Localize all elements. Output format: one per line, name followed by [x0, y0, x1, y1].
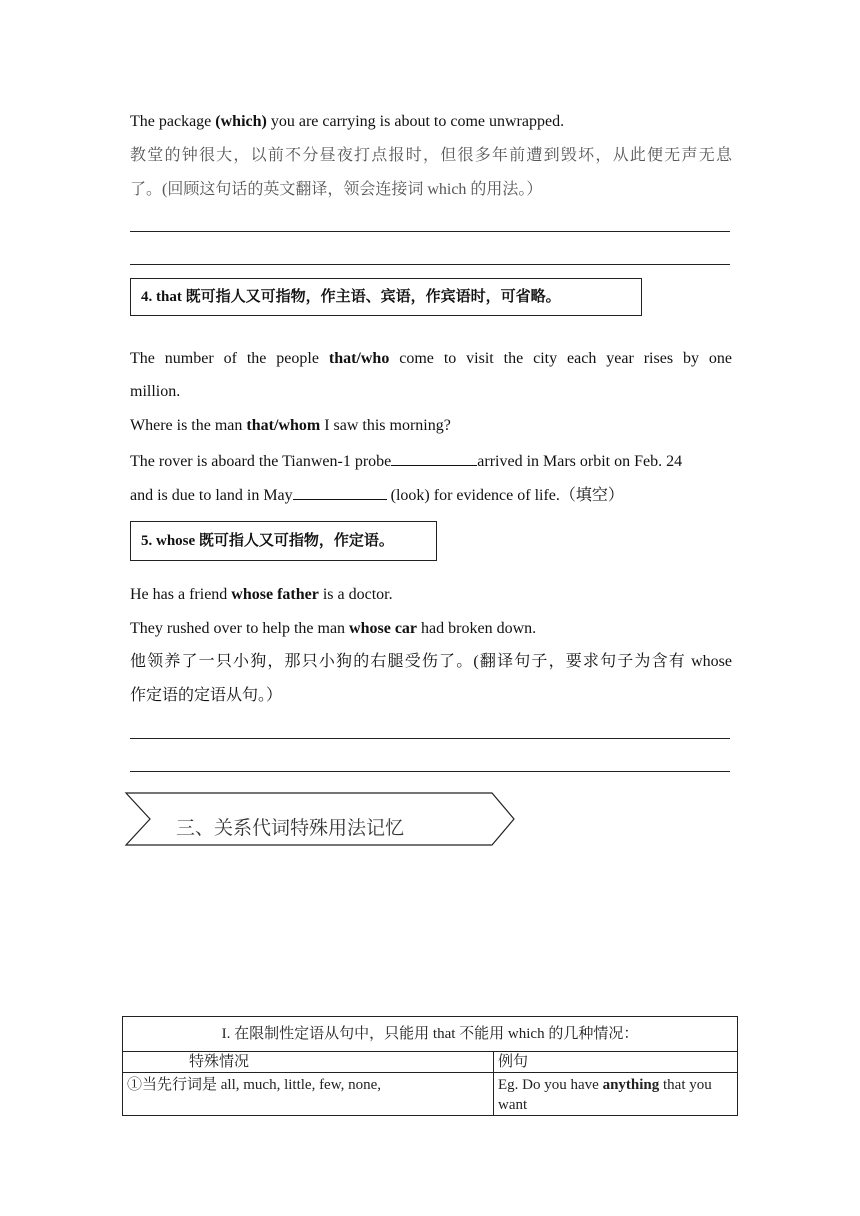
- special-usage-table: [122, 1016, 738, 1116]
- example-keyword: whose father: [231, 586, 319, 603]
- rule-5-text: 5. whose 既可指人又可指物，作定语。: [141, 533, 394, 549]
- translation-task-1-line2: 了。(回顾这句话的英文翻译，领会连接词 which 的用法。）: [130, 181, 543, 198]
- example-text: had broken down.: [417, 620, 537, 637]
- example-text: The number of the people: [130, 350, 329, 367]
- example-keyword: that/whom: [246, 417, 321, 434]
- example-friend: [130, 585, 732, 605]
- table-cell-text: Eg. Do you have: [498, 1077, 603, 1093]
- example-text: is a doctor.: [318, 586, 393, 603]
- translation-task-2-line1: 他领养了一只小狗，那只小狗的右腿受伤了。(翻译句子，要求句子为含有 whose: [130, 653, 732, 670]
- table-header-col2: 例句: [494, 1052, 738, 1073]
- fill-blank-line2: [130, 484, 732, 506]
- example-rushed: [130, 619, 732, 639]
- rule-5-box: [130, 521, 437, 561]
- example-number-line1: [130, 349, 732, 369]
- example-text: I saw this morning?: [320, 417, 451, 434]
- example-keyword: whose car: [349, 620, 418, 637]
- example-text: The package: [130, 113, 216, 130]
- answer-line[interactable]: [130, 771, 730, 772]
- table-header-col1: 特殊情况: [123, 1052, 494, 1073]
- fill-blank-text: and is due to land in May: [130, 487, 293, 504]
- table-row1-col1: ①当先行词是 all, much, little, few, none,: [123, 1073, 494, 1116]
- example-number-line2: million.: [130, 383, 181, 400]
- answer-line[interactable]: [130, 231, 730, 232]
- example-keyword: (which): [215, 113, 267, 130]
- example-text: you are carrying is about to come unwrapped.: [266, 113, 565, 130]
- table-row1-col2: [494, 1073, 738, 1116]
- example-text: He has a friend: [130, 586, 232, 603]
- fill-blank-text: arrived in Mars orbit on Feb. 24: [477, 453, 683, 470]
- answer-line[interactable]: [130, 738, 730, 739]
- fill-blank-text: (look) for evidence of life.（填空）: [386, 487, 624, 504]
- example-keyword: that/who: [328, 350, 390, 367]
- answer-line[interactable]: [130, 264, 730, 265]
- blank-field[interactable]: [293, 484, 387, 500]
- example-text: come to visit the city each year rises by one: [389, 350, 732, 367]
- example-package: [130, 112, 732, 132]
- rule-4-box: [130, 278, 642, 316]
- example-text: They rushed over to help the man: [130, 620, 350, 637]
- fill-blank-line1: [130, 450, 732, 472]
- translation-task-2-line2: 作定语的定语从句。）: [130, 687, 283, 704]
- table-cell-keyword: anything: [602, 1077, 660, 1093]
- example-where: [130, 416, 732, 436]
- table-title: I. 在限制性定语从句中，只能用 that 不能用 which 的几种情况：: [123, 1017, 738, 1052]
- table-cell-text: that you want: [498, 1077, 712, 1113]
- example-text: Where is the man: [130, 417, 247, 434]
- section-heading: 三、关系代词特殊用法记忆: [176, 817, 405, 839]
- translation-task-1-line1: 教堂的钟很大，以前不分昼夜打点报时，但很多年前遭到毁坏，从此便无声无息: [130, 147, 732, 164]
- blank-field[interactable]: [391, 450, 477, 466]
- rule-4-text: 4. that 既可指人又可指物，作主语、宾语，作宾语时，可省略。: [141, 289, 561, 305]
- fill-blank-text: The rover is aboard the Tianwen-1 probe: [130, 453, 392, 470]
